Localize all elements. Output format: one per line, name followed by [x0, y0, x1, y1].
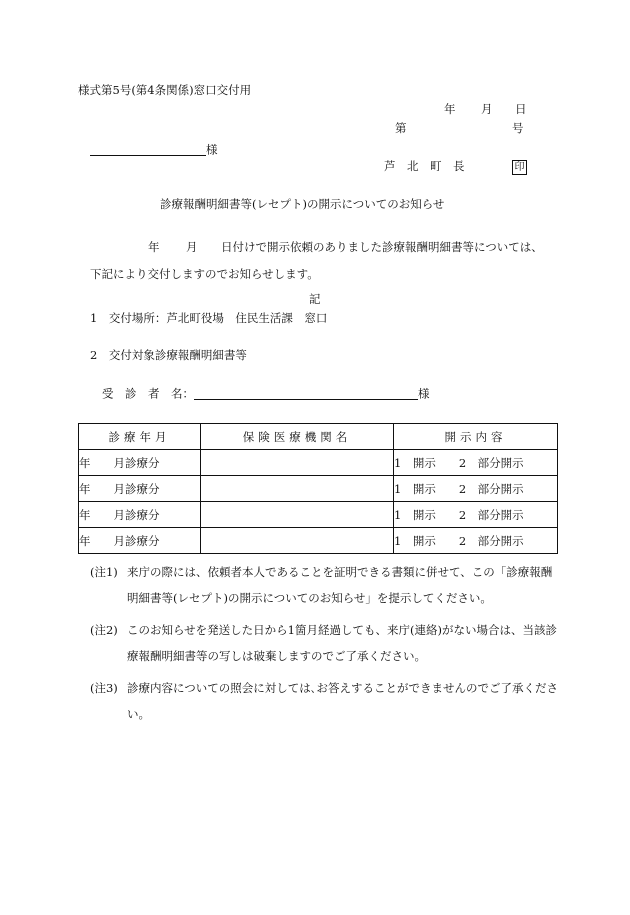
- row-content: 1 開示 2 部分開示: [394, 450, 558, 476]
- header-institution: 保険医療機関名: [201, 424, 394, 450]
- patient-row: [102, 387, 430, 400]
- note-text: このお知らせを発送した日から1箇月経過しても、来庁(連絡)がない場合は、当該診療報酬明細書等の写しは破棄しますのでご了承ください。: [127, 623, 557, 663]
- row-institution: [201, 450, 394, 476]
- table-row: [79, 476, 558, 502]
- row-institution: [201, 502, 394, 528]
- item-2: 2 交付対象診療報酬明細書等: [90, 348, 247, 362]
- date-day: 日: [515, 102, 527, 116]
- table-row: [79, 528, 558, 554]
- issuer-title: 芦 北 町 長: [384, 159, 465, 173]
- table-header-row: [79, 424, 558, 450]
- form-id: 様式第5号(第4条関係)窓口交付用: [78, 83, 252, 97]
- doc-title: 診療報酬明細書等(レセプト)の開示についてのお知らせ: [160, 197, 445, 211]
- ki-mark: 記: [309, 292, 321, 306]
- note-label: (注1): [90, 565, 118, 579]
- disclosure-table: [78, 423, 558, 554]
- note-1: [90, 559, 560, 611]
- number-suffix: 号: [512, 121, 524, 135]
- note-3: [90, 675, 560, 727]
- date-month: 月: [481, 102, 493, 116]
- note-2: [90, 617, 560, 669]
- row-content: 1 開示 2 部分開示: [394, 476, 558, 502]
- row-content: 1 開示 2 部分開示: [394, 528, 558, 554]
- row-period: 年 月診療分: [79, 476, 201, 502]
- row-institution: [201, 528, 394, 554]
- row-period: 年 月診療分: [79, 528, 201, 554]
- row-period: 年 月診療分: [79, 502, 201, 528]
- body-year: 年: [148, 240, 160, 254]
- body-line1: 日付けで開示依頼のありました診療報酬明細書等については、: [221, 240, 543, 254]
- addressee-blank: [90, 143, 206, 156]
- number-prefix: 第: [395, 121, 407, 135]
- body-month: 月: [186, 240, 198, 254]
- patient-label: 受 診 者 名：: [102, 386, 194, 401]
- item-1: 1 交付場所：芦北町役場 住民生活課 窓口: [90, 311, 328, 325]
- seal-mark: 印: [512, 160, 527, 175]
- body-line2: 下記により交付しますのでお知らせします。: [90, 267, 319, 281]
- table-row: [79, 502, 558, 528]
- note-label: (注3): [90, 681, 118, 695]
- note-text: 診療内容についての照会に対しては､お答えすることができませんのでご了承ください。: [127, 681, 559, 721]
- date-year: 年: [444, 102, 456, 116]
- header-content: 開示内容: [394, 424, 558, 450]
- patient-suffix: 様: [418, 386, 430, 401]
- row-institution: [201, 476, 394, 502]
- table-row: [79, 450, 558, 476]
- addressee: [90, 143, 218, 156]
- row-period: 年 月診療分: [79, 450, 201, 476]
- header-period: 診療年月: [79, 424, 201, 450]
- addressee-suffix: 様: [206, 142, 218, 157]
- note-text: 来庁の際には、依頼者本人であることを証明できる書類に併せて、この「診療報酬明細書等(レセプト)の開示についてのお知らせ」を提示してください。: [127, 565, 553, 605]
- patient-name-blank: [194, 387, 418, 400]
- row-content: 1 開示 2 部分開示: [394, 502, 558, 528]
- issuer-seal: [512, 160, 527, 175]
- note-label: (注2): [90, 623, 118, 637]
